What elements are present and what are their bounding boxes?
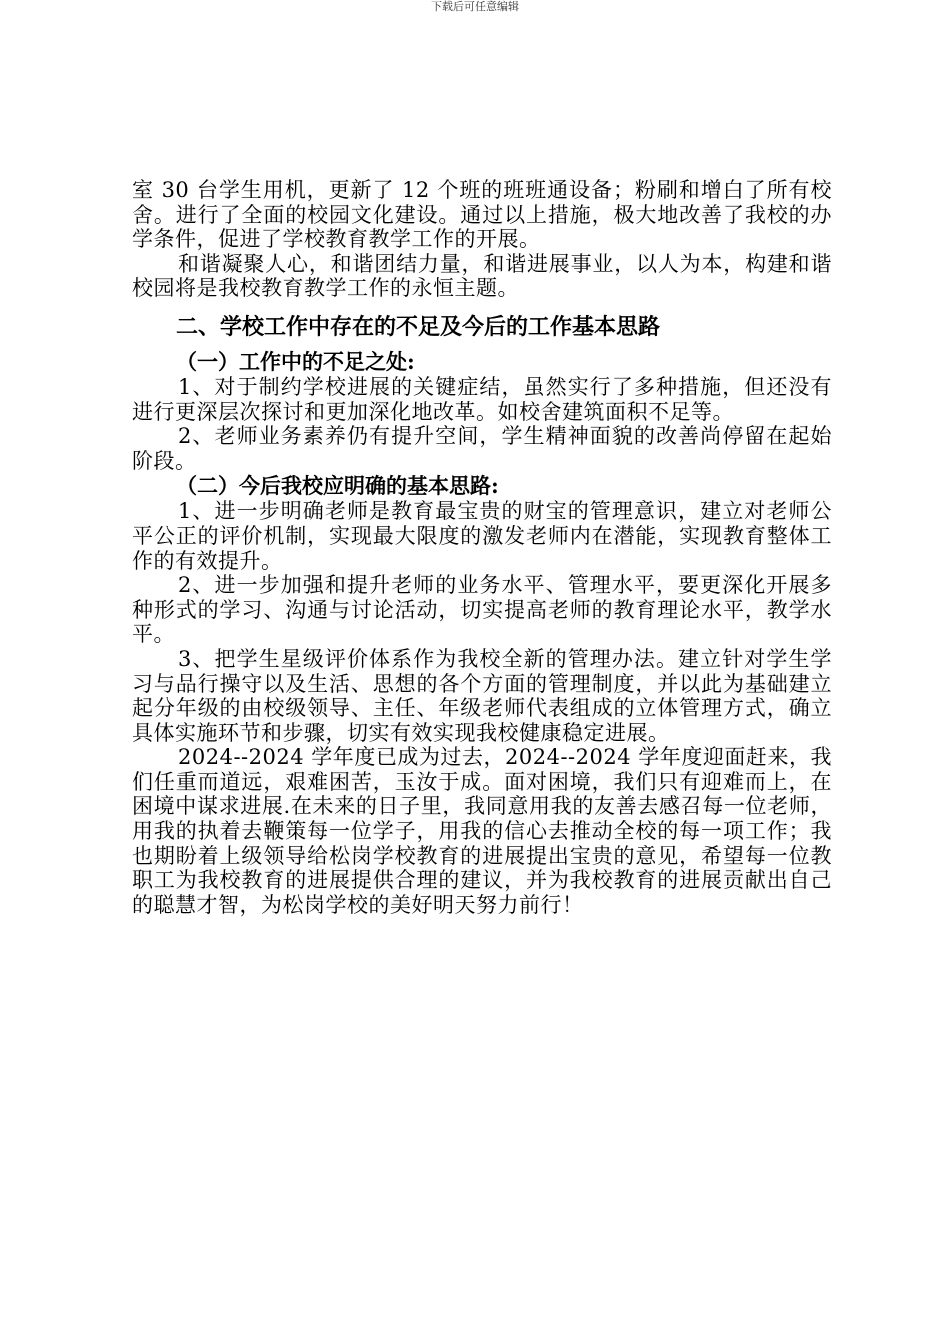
subsection-approach-title: （二）今后我校应明确的基本思路: [176,473,499,499]
subsection-shortcomings-title: （一）工作中的不足之处: [176,348,415,374]
shortcoming-item-1: 1、对于制约学校进展的关键症结，虽然实行了多种措施，但还没有进行更深层次探讨和更加深化地改革。如校舍建筑面积不足等。 [132,374,832,424]
approach-item-2: 2、进一步加强和提升老师的业务水平、管理水平，要更深化开展多种形式的学习、沟通与讨论活动，切实提高老师的教育理论水平，教学水平。 [132,573,832,647]
page-header: 下载后可任意编辑 [431,0,519,13]
section-two-title: 二、学校工作中存在的不足及今后的工作基本思路 [176,313,661,340]
approach-item-3: 3、把学生星级评价体系作为我校全新的管理办法。建立针对学生学习与品行操守以及生活、思想的各个方面的管理制度，并以此为基础建立起分年级的由校级领导、主任、年级老师代表组成的立体管理方式，确立具体实施环节和步骤，切实有效实现我校健康稳定进展。 [132,646,832,745]
closing-paragraph: 2024--2024 学年度已成为过去，2024--2024 学年度迎面赶来，我们任重而道远，艰难困苦，玉汝于成。面对困境，我们只有迎难而上，在困境中谋求进展.在未来的日子里，我同意用我的友善去感召每一位老师，用我的执着去鞭策每一位学子，用我的信心去推动全校的每一项工作；我也期盼着上级领导给松岗学校教育的进展提出宝贵的意见，希望每一位教职工为我校教育的进展提供合理的建议，并为我校教育的进展贡献出自己的聪慧才智，为松岗学校的美好明天努力前行！ [132,745,832,917]
paragraph-harmony: 和谐凝聚人心，和谐团结力量，和谐进展事业，以人为本，构建和谐校园将是我校教育教学工作的永恒主题。 [132,251,832,301]
paragraph-continued: 室 30 台学生用机，更新了 12 个班的班班通设备；粉刷和增白了所有校舍。进行了全面的校园文化建设。通过以上措施，极大地改善了我校的办学条件，促进了学校教育教学工作的开展。 [132,178,832,252]
shortcoming-item-2: 2、老师业务素养仍有提升空间，学生精神面貌的改善尚停留在起始阶段。 [132,424,832,473]
approach-item-1: 1、进一步明确老师是教育最宝贵的财宝的管理意识，建立对老师公平公正的评价机制，实现最大限度的激发老师内在潜能，实现教育整体工作的有效提升。 [132,499,832,573]
document-body [132,178,832,917]
